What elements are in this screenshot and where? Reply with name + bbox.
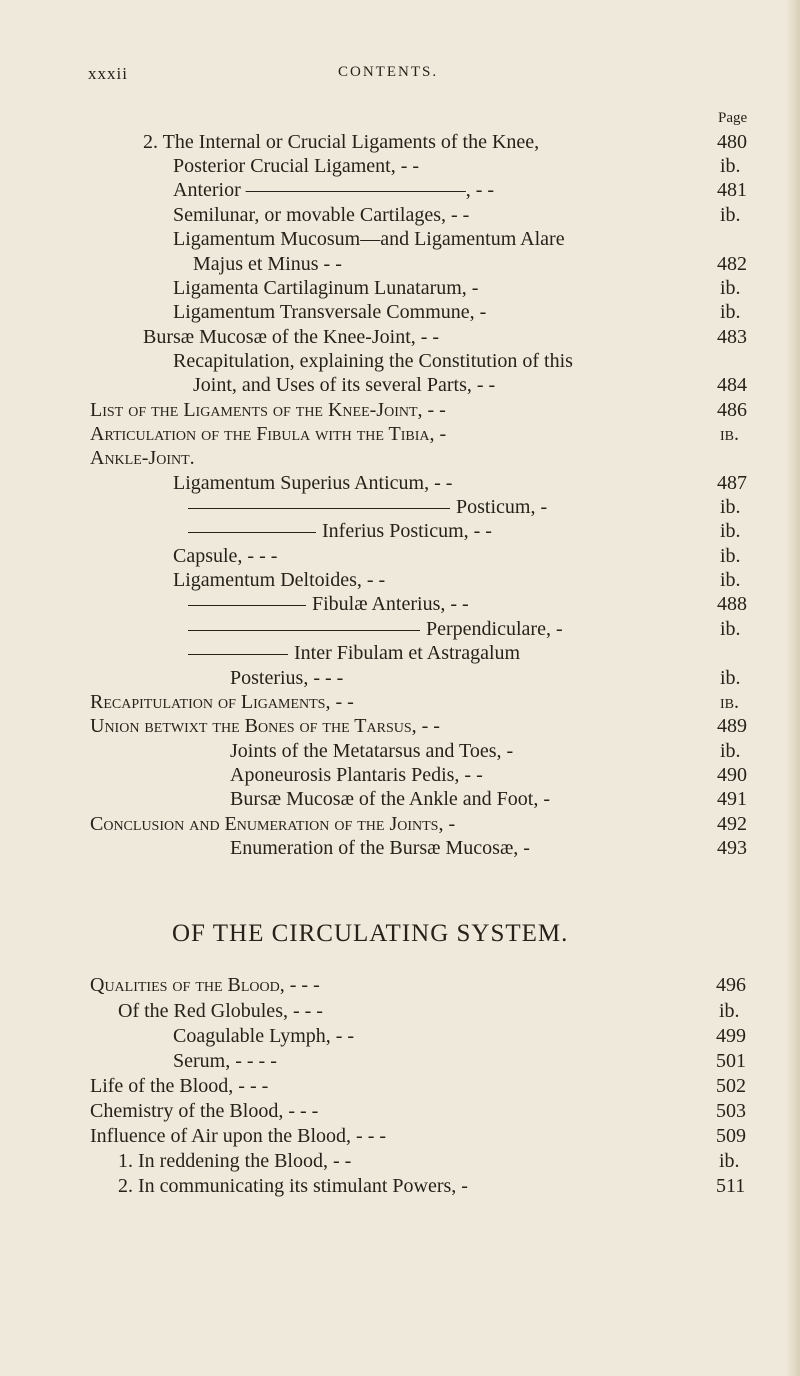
entry-page: 480 xyxy=(717,131,747,153)
page-column-label: Page xyxy=(718,110,748,126)
entry-page: ib. xyxy=(720,204,741,226)
entry-text: Serum, - - - - xyxy=(173,1050,277,1072)
entry-text: Coagulable Lymph, - - xyxy=(173,1025,355,1047)
entry-text: Chemistry of the Blood, - - - xyxy=(90,1100,319,1122)
entry-text: Union betwixt the Bones of the Tarsus, - - xyxy=(90,715,440,737)
entry-page: 490 xyxy=(717,764,747,786)
entry-text: Inter Fibulam et Astragalum xyxy=(294,642,521,664)
entry-text: Ligamenta Cartilaginum Lunatarum, - xyxy=(173,277,479,299)
entry-text: Bursæ Mucosæ of the Knee-Joint, - - xyxy=(143,326,440,348)
entry-page: 503 xyxy=(716,1100,746,1122)
entry-page: 483 xyxy=(717,326,747,348)
entry-text: Qualities of the Blood, - - - xyxy=(90,974,320,996)
entry-page: 491 xyxy=(717,788,747,810)
entry-page: ib. xyxy=(720,423,739,445)
entry-text: Perpendiculare, - xyxy=(426,618,563,640)
entry-text: Recapitulation of Ligaments, - - xyxy=(90,691,354,713)
entry-text: Life of the Blood, - - - xyxy=(90,1075,269,1097)
entry-text: Conclusion and Enumeration of the Joints, - xyxy=(90,813,456,835)
entry-page: 492 xyxy=(717,813,747,835)
entry-text: Posterius, - - - xyxy=(230,667,344,689)
entry-page: 509 xyxy=(716,1125,746,1147)
entry-page: 487 xyxy=(717,472,747,494)
entry-page: ib. xyxy=(720,155,741,177)
ditto-rule xyxy=(188,654,288,655)
page-number: xxxii xyxy=(88,64,128,83)
entry-text: Fibulæ Anterius, - - xyxy=(312,593,469,615)
entry-text: 2. The Internal or Crucial Ligaments of the Knee, xyxy=(143,131,540,153)
entry-page: 493 xyxy=(717,837,747,859)
entry-page: 501 xyxy=(716,1050,746,1072)
entry-text: Aponeurosis Plantaris Pedis, - - xyxy=(230,764,483,786)
entry-text: Inferius Posticum, - - xyxy=(322,520,492,542)
entry-page: ib. xyxy=(720,667,741,689)
entry-page: 502 xyxy=(716,1075,746,1097)
running-header xyxy=(88,64,688,90)
entry-text: Of the Red Globules, - - - xyxy=(118,1000,323,1022)
entry-text: Ligamentum Deltoides, - - xyxy=(173,569,386,591)
entry-page: 488 xyxy=(717,593,747,615)
entry-text: Recapitulation, explaining the Constitution of this xyxy=(173,350,573,372)
entry-text: 2. In communicating its stimulant Powers, - xyxy=(118,1175,468,1197)
entry-text: Posticum, - xyxy=(456,496,548,518)
entry-page: 499 xyxy=(716,1025,746,1047)
entry-page: 486 xyxy=(717,399,747,421)
entry-page: 489 xyxy=(717,715,747,737)
entry-text: Enumeration of the Bursæ Mucosæ, - xyxy=(230,837,530,859)
entry-text: Posterior Crucial Ligament, - - xyxy=(173,155,420,177)
entry-text: List of the Ligaments of the Knee-Joint, - - xyxy=(90,399,446,421)
ditto-rule xyxy=(188,630,420,631)
section-title: OF THE CIRCULATING SYSTEM. xyxy=(172,920,569,947)
entry-text: Joint, and Uses of its several Parts, - - xyxy=(193,374,496,396)
entry-text: Influence of Air upon the Blood, - - - xyxy=(90,1125,387,1147)
entry-page: ib. xyxy=(720,301,741,323)
entry-page: 496 xyxy=(716,974,746,996)
entry-text: Joints of the Metatarsus and Toes, - xyxy=(230,740,514,762)
entry-page: ib. xyxy=(720,545,741,567)
entry-page: ib. xyxy=(720,520,741,542)
entry-page: ib. xyxy=(720,740,741,762)
entry-page: ib. xyxy=(720,691,739,713)
entry-text: Anterior ———————————, - - xyxy=(173,179,495,201)
entry-text: Ligamentum Mucosum—and Ligamentum Alare xyxy=(173,228,565,250)
entry-page: 481 xyxy=(717,179,747,201)
entry-page: 511 xyxy=(716,1175,746,1197)
entry-text: Ankle-Joint. xyxy=(90,447,195,469)
ditto-rule xyxy=(188,508,450,509)
entry-page: ib. xyxy=(720,618,741,640)
entry-page: 482 xyxy=(717,253,747,275)
ditto-rule xyxy=(188,605,306,606)
entry-text: Capsule, - - - xyxy=(173,545,278,567)
entry-text: Ligamentum Superius Anticum, - - xyxy=(173,472,453,494)
entry-page: ib. xyxy=(719,1150,740,1172)
entry-text: Semilunar, or movable Cartilages, - - xyxy=(173,204,470,226)
entry-page: 484 xyxy=(717,374,747,396)
entry-page: ib. xyxy=(720,277,741,299)
entry-page: ib. xyxy=(720,569,741,591)
entry-text: 1. In reddening the Blood, - - xyxy=(118,1150,352,1172)
entry-text: Articulation of the Fibula with the Tibia, - xyxy=(90,423,447,445)
entry-text: Majus et Minus - - xyxy=(193,253,342,275)
ditto-rule xyxy=(188,532,316,533)
entry-page: ib. xyxy=(719,1000,740,1022)
entry-text: Ligamentum Transversale Commune, - xyxy=(173,301,487,323)
entry-text: Bursæ Mucosæ of the Ankle and Foot, - xyxy=(230,788,550,810)
entry-page: ib. xyxy=(720,496,741,518)
running-title: CONTENTS. xyxy=(338,64,439,80)
